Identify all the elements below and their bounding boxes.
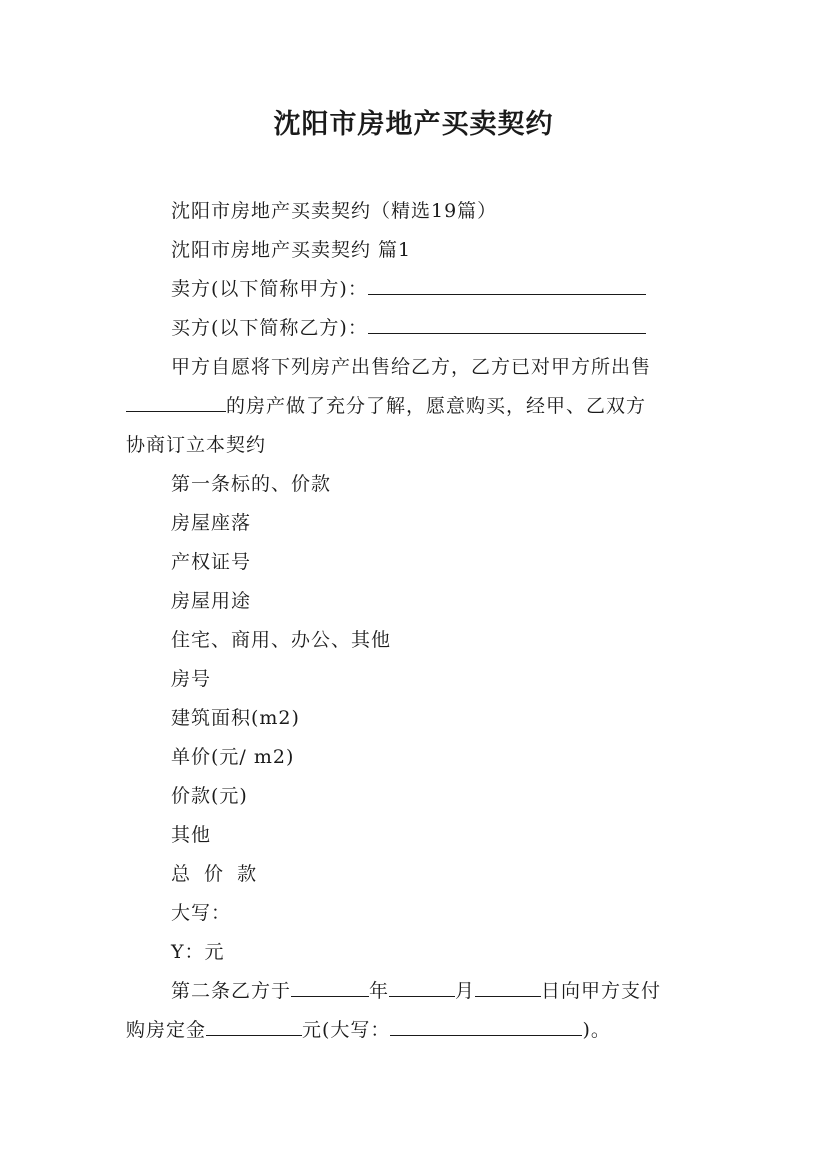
other: 其他: [171, 824, 212, 846]
buyer-label: 买方(以下简称乙方)：: [171, 317, 368, 339]
subtitle-line: 沈阳市房地产买卖契约（精选19篇）: [171, 200, 498, 222]
yen-amount: Y：元: [171, 941, 225, 963]
use-options: 住宅、商用、办公、其他: [171, 629, 392, 651]
article2-line1: [171, 978, 661, 1004]
seller-label: 卖方(以下简称甲方)：: [171, 278, 368, 300]
article2-text-d: 日向甲方支付: [541, 980, 662, 1002]
total-price: 总 价 款: [171, 863, 258, 885]
day-blank: [475, 978, 541, 997]
seller-blank: [368, 276, 646, 295]
buyer-blank: [368, 315, 646, 334]
section-heading: 沈阳市房地产买卖契约 篇1: [171, 239, 412, 261]
deposit-blank: [206, 1017, 302, 1036]
area: 建筑面积(m2): [171, 707, 300, 729]
article2-text-a: 第二条乙方于: [171, 980, 292, 1002]
para1-line1: 甲方自愿将下列房产出售给乙方，乙方已对甲方所出售: [171, 356, 652, 378]
buyer-line: [171, 315, 646, 341]
article2-text-c: 月: [455, 980, 476, 1002]
deposit-uppercase-blank: [390, 1017, 582, 1036]
article2-text-g: )。: [582, 1019, 611, 1041]
article2-line2: [126, 1017, 611, 1043]
article2-text-f: 元(大写：: [302, 1019, 391, 1041]
property-cert: 产权证号: [171, 551, 252, 573]
property-blank: [126, 393, 226, 412]
price: 价款(元): [171, 785, 248, 807]
document-title: 沈阳市房地产买卖契约: [273, 109, 554, 140]
year-blank: [291, 978, 369, 997]
article2-text-b: 年: [369, 980, 390, 1002]
house-use: 房屋用途: [171, 590, 252, 612]
para1-line2: [126, 393, 646, 419]
uppercase-amount: 大写：: [171, 902, 232, 924]
house-location: 房屋座落: [171, 512, 252, 534]
month-blank: [389, 978, 455, 997]
para1-line2-text: 的房产做了充分了解，愿意购买，经甲、乙双方: [226, 395, 647, 417]
seller-line: [171, 276, 646, 302]
house-no: 房号: [171, 668, 212, 690]
article1-heading: 第一条标的、价款: [171, 473, 332, 495]
unit-price: 单价(元/ m2): [171, 746, 295, 768]
para1-line3: 协商订立本契约: [126, 434, 267, 456]
article2-text-e: 购房定金: [126, 1019, 207, 1041]
